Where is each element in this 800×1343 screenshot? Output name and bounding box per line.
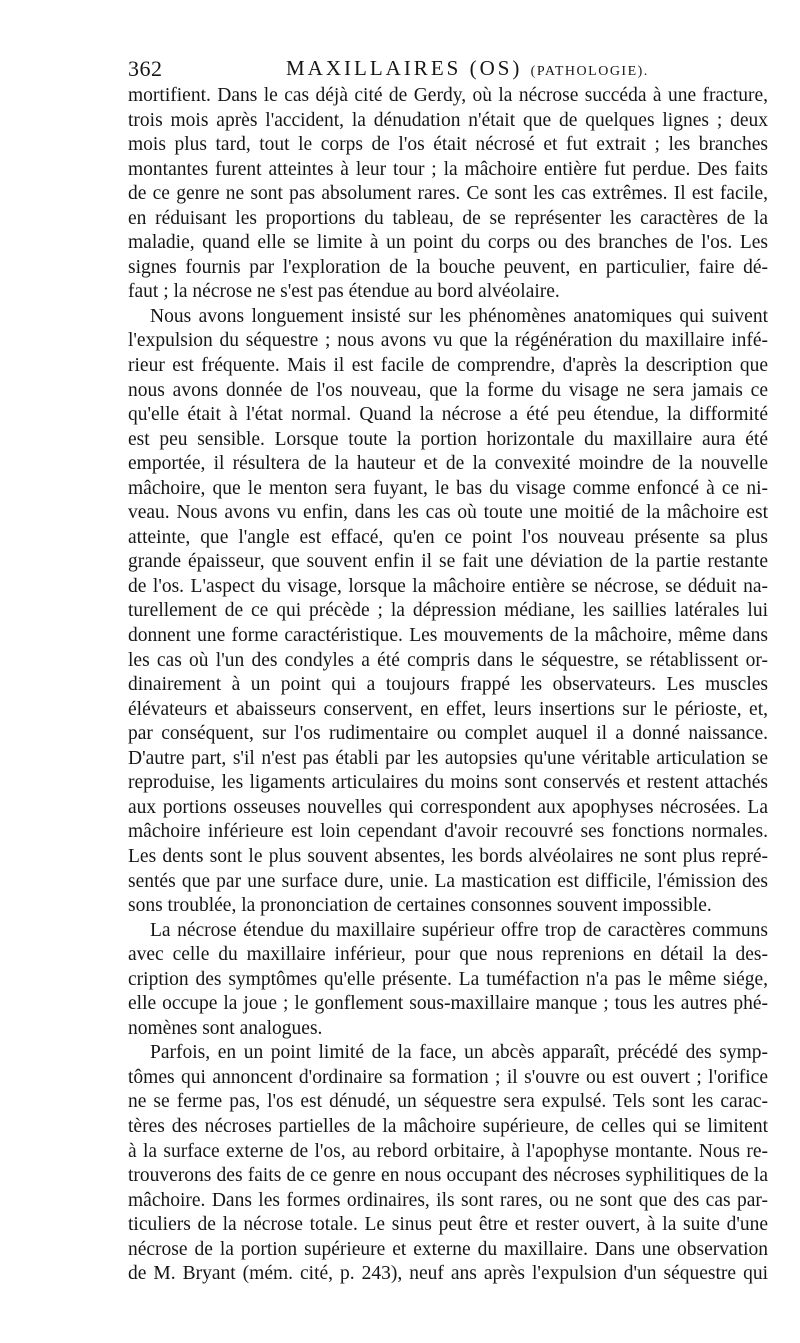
text-line: mâchoire inférieure est loin cependant d'avoir recouvré ses fonctions normales. — [128, 821, 768, 843]
text-line: de M. Bryant (mém. cité, p. 243), neuf ans après l'expulsion d'un séquestre qui — [128, 1263, 768, 1285]
text-line: mortifient. Dans le cas déjà cité de Gerdy, où la nécrose succéda à une fracture, — [128, 85, 768, 106]
text-line: trois mois après l'accident, la dénudation n'était que de quelques lignes ; deux — [128, 109, 768, 131]
text-line: reproduise, les ligaments articulaires du moins sont conservés et restent attachés — [128, 772, 768, 794]
text-line: signes fournis par l'exploration de la bouche peuvent, en particulier, faire dé- — [128, 256, 768, 278]
text-line: élévateurs et abaisseurs conservent, en effet, leurs insertions sur le périoste, et, — [128, 698, 768, 720]
text-line: emportée, il résultera de la hauteur et de la convexité moindre de la nouvelle — [128, 453, 768, 475]
text-line: est peu sensible. Lorsque toute la portion horizontale du maxillaire aura été — [128, 428, 768, 450]
text-line: D'autre part, s'il n'est pas établi par les autopsies qu'une véritable articulation se — [128, 747, 768, 769]
text-line: montantes furent atteintes à leur tour ; la mâchoire entière fut perdue. Des faits — [128, 158, 768, 180]
text-line: à la surface externe de l'os, au rebord orbitaire, à l'apophyse montante. Nous re- — [128, 1140, 768, 1162]
text-line: rieur est fréquente. Mais il est facile de comprendre, d'après la description que — [128, 355, 768, 377]
text-line: nous avons donnée de l'os nouveau, que la forme du visage ne sera jamais ce — [128, 379, 768, 401]
text-line: qu'elle était à l'état normal. Quand la nécrose a été peu étendue, la difformité — [128, 404, 768, 426]
text-line: grande épaisseur, que souvent enfin il se fait une déviation de la partie restante — [128, 551, 768, 573]
running-title-main: MAXILLAIRES (OS) — [286, 56, 523, 80]
text-line: sons troublée, la prononciation de certaines consonnes souvent impossible. — [128, 895, 712, 917]
text-line: par conséquent, sur l'os rudimentaire ou complet auquel il a donné naissance. — [128, 723, 768, 745]
text-line: tères des nécroses partielles de la mâchoire supérieure, de celles qui se limitent — [128, 1115, 768, 1137]
page-number: 362 — [128, 56, 163, 81]
page-header — [128, 52, 768, 86]
text-line: de ce genre ne sont pas absolument rares. Ce sont les cas extrêmes. Il est facile, — [128, 183, 768, 205]
text-line: Les dents sont le plus souvent absentes, les bords alvéolaires ne sont plus repré- — [128, 845, 768, 867]
text-line: Nous avons longuement insisté sur les phénomènes anatomiques qui suivent — [150, 305, 768, 327]
text-line: faut ; la nécrose ne s'est pas étendue au bord alvéolaire. — [128, 281, 560, 303]
running-title-subtitle: (PATHOLOGIE). — [530, 64, 649, 79]
text-line: en réduisant les proportions du tableau, de se représenter les caractères de la — [128, 207, 768, 229]
text-line: avec celle du maxillaire inférieur, pour que nous reprenions en détail la des- — [128, 944, 768, 966]
text-line: donnent une forme caractéristique. Les mouvements de la mâchoire, même dans — [128, 625, 768, 647]
text-line: mâchoire, que le menton sera fuyant, le bas du visage comme enfoncé à ce ni- — [128, 477, 768, 499]
text-line: trouverons des faits de ce genre en nous occupant des nécroses syphilitiques de la — [128, 1165, 768, 1187]
text-line: sentés que par une surface dure, unie. La mastication est difficile, l'émission des — [128, 870, 768, 892]
text-line: l'expulsion du séquestre ; nous avons vu que la régénération du maxillaire infé- — [128, 330, 768, 352]
text-line: veau. Nous avons vu enfin, dans les cas où toute une moitié de la mâchoire est — [128, 502, 768, 524]
text-line: nécrose de la portion supérieure et externe du maxillaire. Dans une observation — [128, 1238, 768, 1260]
text-line: dinairement à un point qui a toujours frappé les observateurs. Les muscles — [128, 674, 768, 696]
text-line: atteinte, que l'angle est effacé, qu'en ce point l'os nouveau présente sa plus — [128, 526, 768, 548]
body-text — [128, 84, 768, 1287]
text-line: cription des symptômes qu'elle présente. La tuméfaction n'a pas le même siége, — [128, 968, 768, 990]
text-line: elle occupe la joue ; le gonflement sous-maxillaire manque ; tous les autres phé- — [128, 993, 768, 1015]
text-line: nomènes sont analogues. — [128, 1017, 323, 1039]
text-line: Parfois, en un point limité de la face, un abcès apparaît, précédé des symp- — [150, 1042, 768, 1064]
text-line: maladie, quand elle se limite à un point du corps ou des branches de l'os. Les — [128, 232, 768, 254]
running-title — [286, 56, 649, 81]
text-line: ticuliers de la nécrose totale. Le sinus peut être et rester ouvert, à la suite d'une — [128, 1214, 768, 1236]
text-line: mâchoire. Dans les formes ordinaires, ils sont rares, ou ne sont que des cas par- — [128, 1189, 768, 1211]
text-line: mois plus tard, tout le corps de l'os était nécrosé et fut extrait ; les branches — [128, 134, 768, 156]
text-line: de l'os. L'aspect du visage, lorsque la mâchoire entière se nécrose, se déduit na- — [128, 575, 768, 597]
text-line: tômes qui annoncent d'ordinaire sa formation ; il s'ouvre ou est ouvert ; l'orifice — [128, 1066, 768, 1088]
text-line: aux portions osseuses nouvelles qui correspondent aux apophyses nécrosées. La — [128, 796, 768, 818]
text-line: turellement de ce qui précède ; la dépression médiane, les saillies latérales lui — [128, 600, 768, 622]
text-line: les cas où l'un des condyles a été compris dans le séquestre, se rétablissent or- — [128, 649, 768, 671]
text-line: ne se ferme pas, l'os est dénudé, un séquestre sera expulsé. Tels sont les carac- — [128, 1091, 768, 1113]
text-line: La nécrose étendue du maxillaire supérieur offre trop de caractères communs — [150, 919, 768, 941]
